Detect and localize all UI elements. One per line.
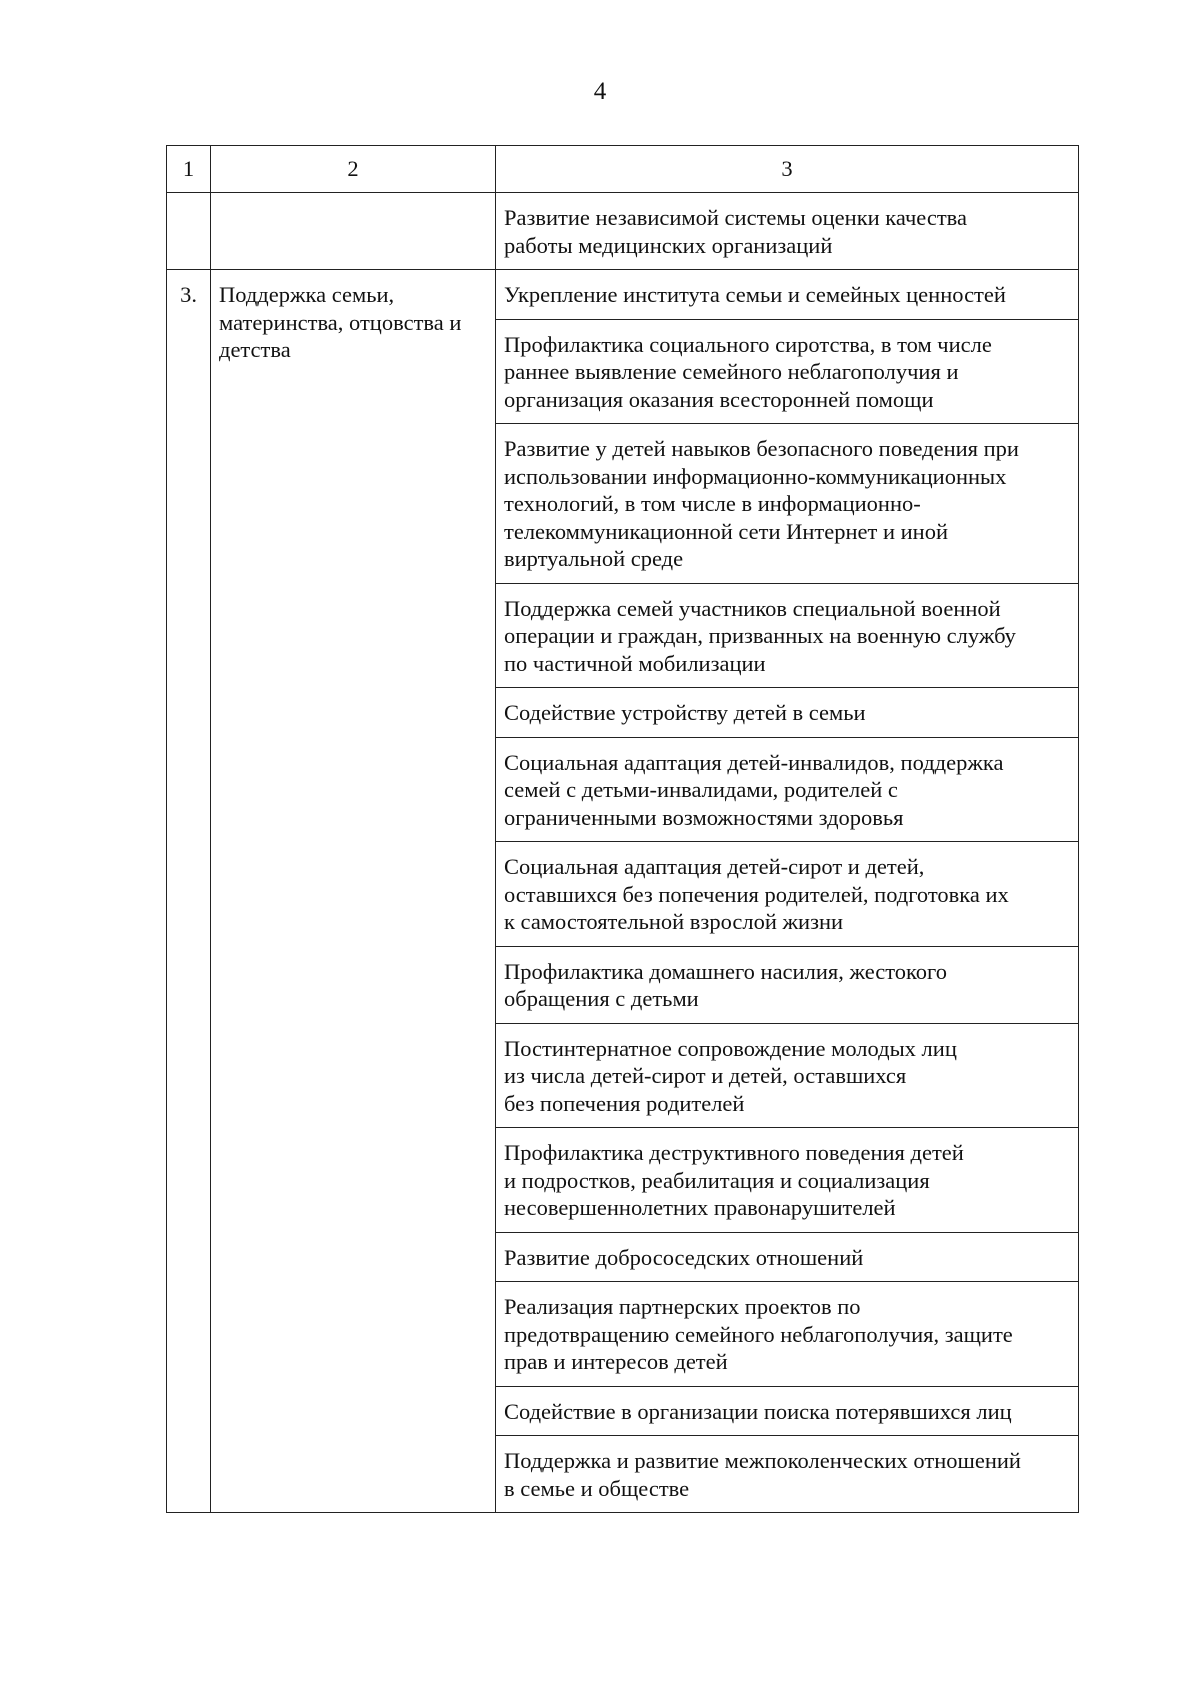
section-area-cell bbox=[211, 270, 496, 1513]
direction-text: Укрепление института семьи и семейных ценностей bbox=[504, 282, 1006, 307]
direction-text: Профилактика социального сиротства, в том числе раннее выявление семейного неблагополучия и организация оказания всесторонней помощи bbox=[504, 331, 992, 412]
direction-text: Содействие в организации поиска потерявшихся лиц bbox=[504, 1398, 1012, 1424]
document-table bbox=[166, 145, 1079, 1513]
direction-text: Поддержка семей участников специальной военной операции и граждан, призванных на военную службу по частичной мобилизации bbox=[504, 595, 1016, 676]
table-header-row bbox=[167, 146, 1079, 193]
row-area-cell bbox=[211, 193, 496, 270]
direction-cell bbox=[496, 270, 1079, 320]
direction-cell bbox=[496, 424, 1079, 584]
direction-cell bbox=[496, 737, 1079, 842]
direction-cell bbox=[496, 842, 1079, 947]
direction-cell bbox=[496, 319, 1079, 424]
row-number-cell bbox=[167, 193, 211, 270]
section-number-cell: 3. bbox=[167, 270, 211, 1513]
direction-text: Социальная адаптация детей-сирот и детей, оставшихся без попечения родителей, подготовка их к самостоятельной взрослой жизни bbox=[504, 854, 1009, 934]
direction-text: Развитие добрососедских отношений bbox=[504, 1244, 864, 1270]
direction-text: Развитие независимой системы оценки качества работы медицинских организаций bbox=[504, 205, 967, 258]
direction-cell bbox=[496, 1436, 1079, 1513]
row-direction-cell bbox=[496, 193, 1079, 270]
table-row-continued bbox=[167, 193, 1079, 270]
direction-cell bbox=[496, 946, 1079, 1023]
header-cell-col-3: 3 bbox=[496, 146, 1079, 193]
page-number: 4 bbox=[593, 78, 607, 105]
direction-cell bbox=[496, 1282, 1079, 1387]
direction-cell bbox=[496, 1386, 1079, 1436]
direction-cell bbox=[496, 688, 1079, 738]
direction-cell bbox=[496, 1023, 1079, 1128]
section-area-text: Поддержка семьи, материнства, отцовства и детства bbox=[219, 282, 462, 362]
direction-text: Постинтернатное сопровождение молодых лиц из числа детей-сирот и детей, оставшихся без попечения родителей bbox=[504, 1035, 957, 1116]
direction-text: Развитие у детей навыков безопасного поведения при использовании информационно-коммуникационных технологий, в том числе в информационно- телекоммуникационной сети Интернет и иной виртуальной среде bbox=[504, 436, 1019, 571]
direction-text: Реализация партнерских проектов по предотвращению семейного неблагополучия, защите прав и интересов детей bbox=[504, 1294, 1013, 1374]
direction-cell bbox=[496, 583, 1079, 688]
direction-cell bbox=[496, 1128, 1079, 1233]
direction-text: Профилактика деструктивного поведения детей и подростков, реабилитация и социализация несовершеннолетних правонарушителей bbox=[504, 1140, 964, 1220]
direction-cell bbox=[496, 1232, 1079, 1282]
table-row bbox=[167, 270, 1079, 320]
header-cell-col-1: 1 bbox=[167, 146, 211, 193]
direction-text: Поддержка и развитие межпоколенческих отношений в семье и обществе bbox=[504, 1448, 1021, 1501]
direction-text: Содействие устройству детей в семьи bbox=[504, 700, 866, 725]
header-cell-col-2: 2 bbox=[211, 146, 496, 193]
direction-text: Социальная адаптация детей-инвалидов, поддержка семей с детьми-инвалидами, родителей с ограниченными возможностями здоровья bbox=[504, 749, 1004, 830]
direction-text: Профилактика домашнего насилия, жестокого обращения с детьми bbox=[504, 958, 947, 1011]
